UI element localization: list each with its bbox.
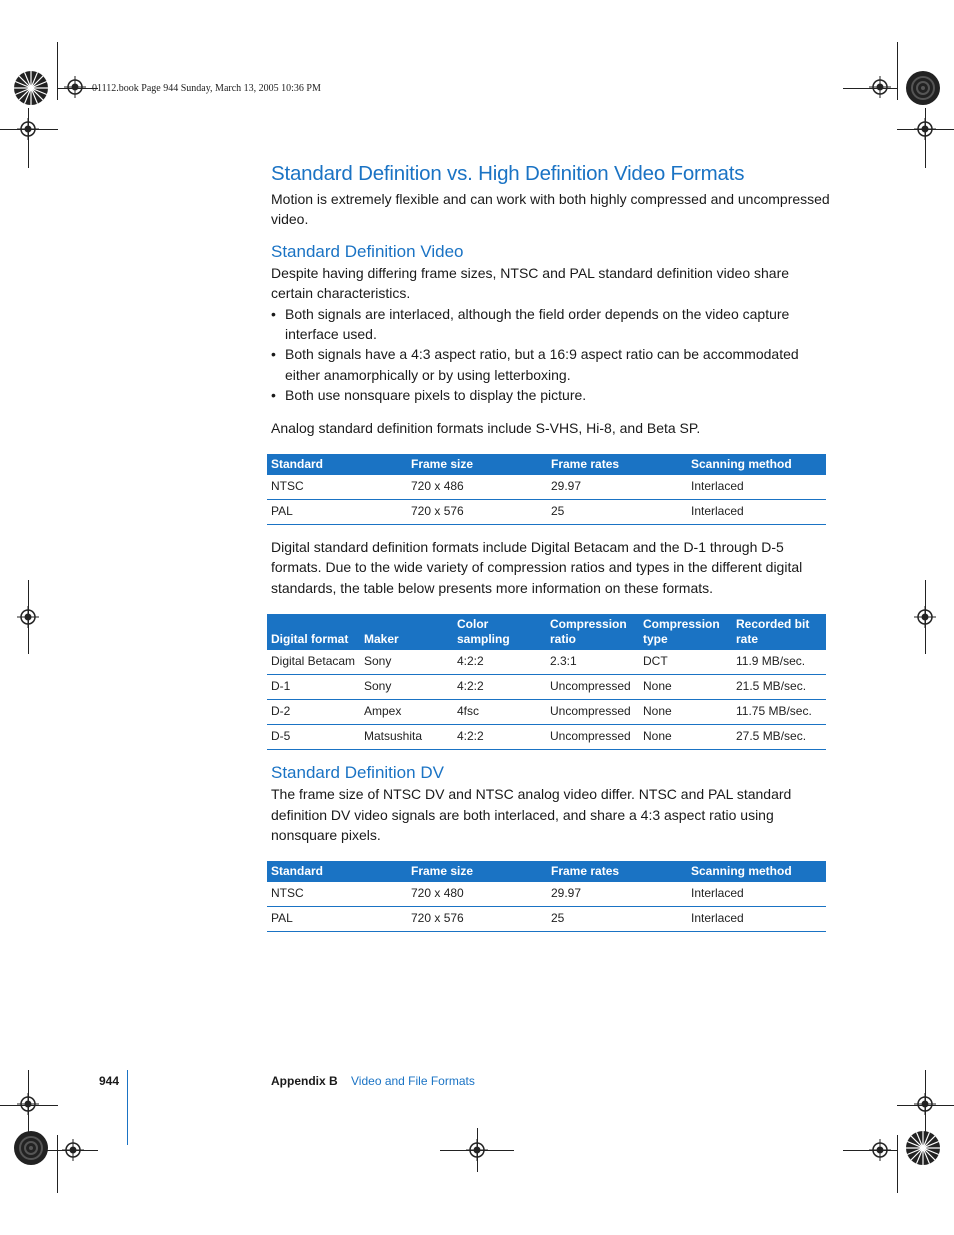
table-cell: 720 x 480 bbox=[407, 882, 547, 907]
bullet-marker: • bbox=[271, 305, 276, 322]
table-cell: Uncompressed bbox=[546, 725, 639, 750]
registration-target-icon bbox=[869, 76, 891, 98]
analog-formats-table bbox=[267, 454, 826, 525]
table-cell: D-1 bbox=[267, 675, 360, 700]
table-cell: Interlaced bbox=[687, 882, 826, 907]
table-cell: PAL bbox=[267, 500, 407, 525]
table-cell: Sony bbox=[360, 650, 453, 675]
table-cell: Uncompressed bbox=[546, 675, 639, 700]
star-target-icon bbox=[13, 1130, 49, 1166]
digital-formats-table bbox=[267, 614, 826, 750]
table-cell: Interlaced bbox=[687, 475, 826, 500]
table-cell: DCT bbox=[639, 650, 732, 675]
table-header-cell: Standard bbox=[267, 454, 407, 475]
table-header-cell: Scanning method bbox=[687, 454, 826, 475]
table-header-cell: Color sampling bbox=[453, 614, 546, 650]
footer-divider bbox=[127, 1070, 128, 1145]
intro-paragraph: Motion is extremely flexible and can work with both highly compressed and uncompressed video. bbox=[271, 191, 830, 228]
table-header-cell: Scanning method bbox=[687, 861, 826, 882]
registration-target-icon bbox=[914, 606, 936, 628]
table-header-cell: Standard bbox=[267, 861, 407, 882]
table-header-cell: Frame size bbox=[407, 861, 547, 882]
registration-target-icon bbox=[869, 1139, 891, 1161]
table-row bbox=[267, 725, 826, 750]
table-row bbox=[267, 882, 826, 907]
table-cell: Interlaced bbox=[687, 906, 826, 931]
table-header-cell: Frame rates bbox=[547, 454, 687, 475]
table-row bbox=[267, 700, 826, 725]
table-row bbox=[267, 675, 826, 700]
table-cell: 11.9 MB/sec. bbox=[732, 650, 826, 675]
list-item-text: Both use nonsquare pixels to display the picture. bbox=[285, 387, 587, 404]
main-title: Standard Definition vs. High Definition Video Formats bbox=[271, 162, 745, 185]
list-item-text: Both signals are interlaced, although the field order depends on the video capture interface used. bbox=[285, 305, 790, 343]
table-cell: 29.97 bbox=[547, 475, 687, 500]
table-cell: Interlaced bbox=[687, 500, 826, 525]
table-cell: 720 x 576 bbox=[407, 500, 547, 525]
table-cell: 4fsc bbox=[453, 700, 546, 725]
chapter-link[interactable]: Video and File Formats bbox=[351, 1074, 475, 1088]
page-number: 944 bbox=[99, 1074, 120, 1088]
table-row bbox=[267, 500, 826, 525]
running-footer bbox=[271, 1074, 475, 1088]
table-header-cell: Frame rates bbox=[547, 861, 687, 882]
list-item-text: Both signals have a 4:3 aspect ratio, but a 16:9 aspect ratio can be accommodated either anamorphically or by using letterboxing. bbox=[285, 346, 799, 383]
table-cell: None bbox=[639, 725, 732, 750]
table-cell: 25 bbox=[547, 906, 687, 931]
table-cell: 25 bbox=[547, 500, 687, 525]
table-cell: D-2 bbox=[267, 700, 360, 725]
table-row bbox=[267, 650, 826, 675]
table-cell: None bbox=[639, 675, 732, 700]
table-cell: D-5 bbox=[267, 725, 360, 750]
registration-target-icon bbox=[17, 606, 39, 628]
bullet-marker: • bbox=[271, 346, 276, 363]
analog-paragraph: Analog standard definition formats include S-VHS, Hi-8, and Beta SP. bbox=[271, 419, 701, 436]
bullet-marker: • bbox=[271, 387, 276, 404]
table-cell: PAL bbox=[267, 906, 407, 931]
table-cell: Matsushita bbox=[360, 725, 453, 750]
book-header: 01112.book Page 944 Sunday, March 13, 2005 10:36 PM bbox=[92, 83, 321, 94]
digital-paragraph: Digital standard definition formats include Digital Betacam and the D-1 through D-5 formats. Due to the wide variety of compression ratios and types in the different digital standards, the table below presents more information on these formats. bbox=[271, 539, 803, 596]
table-header-cell: Compression ratio bbox=[546, 614, 639, 650]
sd-intro-paragraph: Despite having differing frame sizes, NTSC and PAL standard definition video share certain characteristics. bbox=[271, 264, 790, 302]
table-header-cell: Compression type bbox=[639, 614, 732, 650]
sd-dv-heading: Standard Definition DV bbox=[271, 763, 444, 783]
table-cell: 2.3:1 bbox=[546, 650, 639, 675]
table-cell: 29.97 bbox=[547, 882, 687, 907]
registration-target-icon bbox=[17, 1093, 39, 1115]
table-cell: 4:2:2 bbox=[453, 725, 546, 750]
table-header-cell: Recorded bit rate bbox=[732, 614, 826, 650]
table-cell: NTSC bbox=[267, 475, 407, 500]
table-cell: 4:2:2 bbox=[453, 675, 546, 700]
table-cell: NTSC bbox=[267, 882, 407, 907]
list-item bbox=[271, 385, 831, 405]
characteristics-list bbox=[271, 304, 831, 406]
page-content bbox=[271, 160, 831, 932]
registration-target-icon bbox=[17, 118, 39, 140]
table-cell: None bbox=[639, 700, 732, 725]
dv-paragraph: The frame size of NTSC DV and NTSC analog video differ. NTSC and PAL standard definition DV video signals are both interlaced, and share a 4:3 aspect ratio using nonsquare pixels. bbox=[271, 786, 792, 844]
sd-video-heading: Standard Definition Video bbox=[271, 241, 464, 261]
table-row bbox=[267, 475, 826, 500]
table-cell: 720 x 576 bbox=[407, 906, 547, 931]
list-item bbox=[271, 344, 831, 385]
registration-target-icon bbox=[914, 118, 936, 140]
star-target-icon bbox=[905, 1130, 941, 1166]
registration-target-icon bbox=[62, 1139, 84, 1161]
registration-target-icon bbox=[466, 1139, 488, 1161]
table-cell: Sony bbox=[360, 675, 453, 700]
star-target-icon bbox=[905, 70, 941, 106]
table-row bbox=[267, 906, 826, 931]
star-target-icon bbox=[13, 70, 49, 106]
table-header-cell: Maker bbox=[360, 614, 453, 650]
table-cell: 4:2:2 bbox=[453, 650, 546, 675]
table-cell: 21.5 MB/sec. bbox=[732, 675, 826, 700]
table-cell: 720 x 486 bbox=[407, 475, 547, 500]
table-cell: Uncompressed bbox=[546, 700, 639, 725]
table-cell: Ampex bbox=[360, 700, 453, 725]
table-header-cell: Frame size bbox=[407, 454, 547, 475]
table-cell: 27.5 MB/sec. bbox=[732, 725, 826, 750]
dv-formats-table bbox=[267, 861, 826, 932]
registration-target-icon bbox=[64, 76, 86, 98]
table-cell: 11.75 MB/sec. bbox=[732, 700, 826, 725]
table-cell: Digital Betacam bbox=[267, 650, 360, 675]
appendix-label: Appendix B bbox=[271, 1074, 338, 1088]
registration-target-icon bbox=[914, 1093, 936, 1115]
list-item bbox=[271, 304, 831, 345]
table-header-cell: Digital format bbox=[267, 614, 360, 650]
